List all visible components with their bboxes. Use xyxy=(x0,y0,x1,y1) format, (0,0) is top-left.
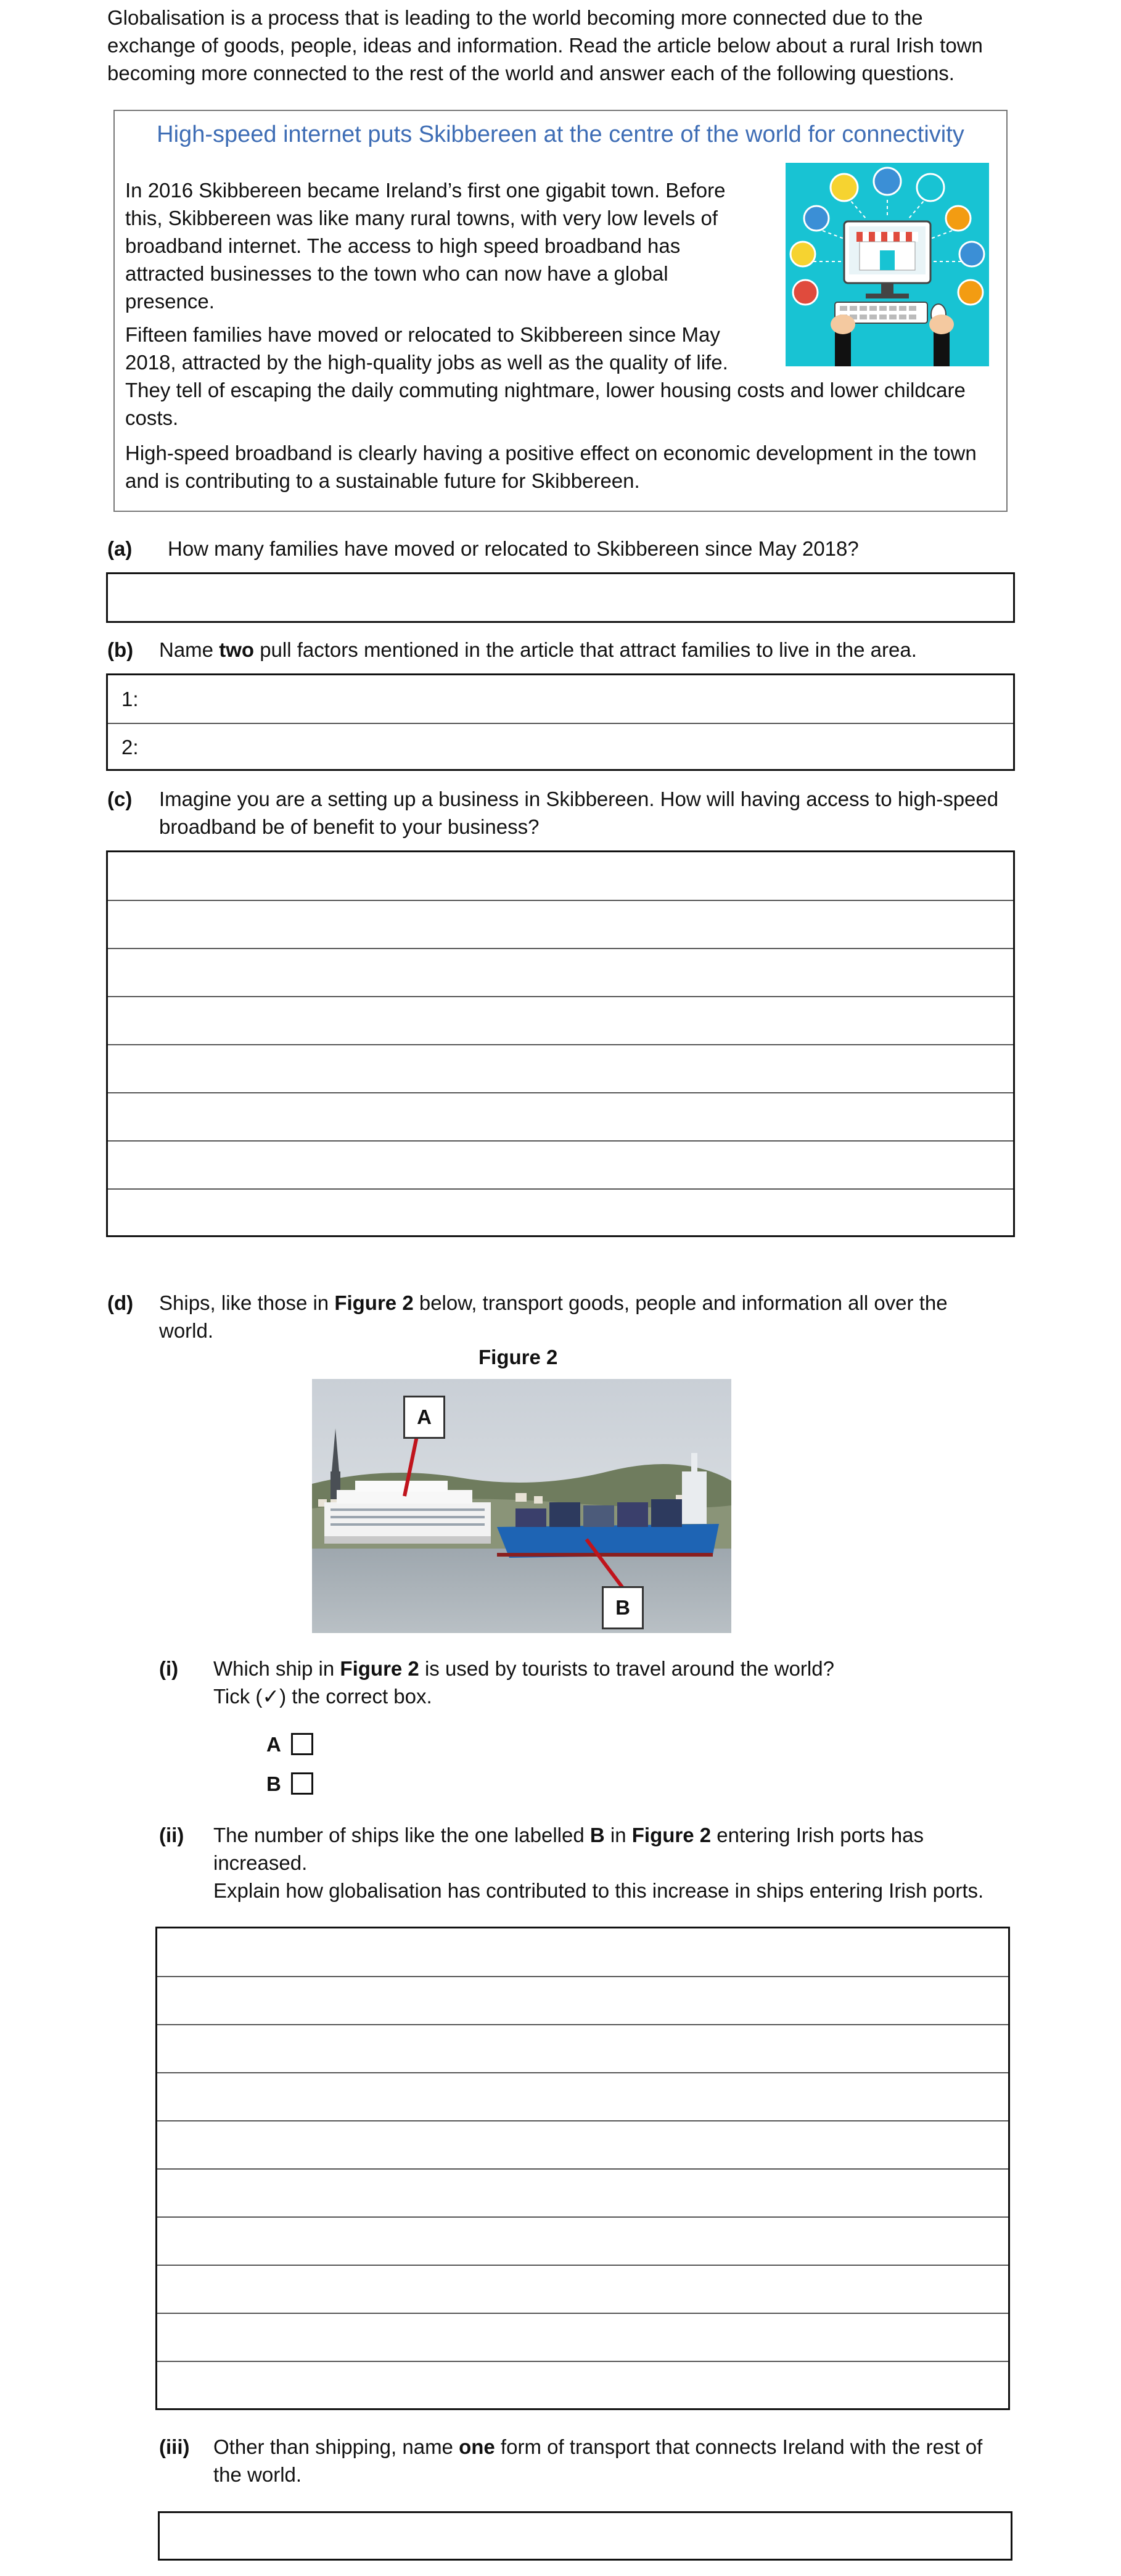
option-a-label: A xyxy=(266,1733,281,1756)
question-d-label: (d) xyxy=(107,1291,134,1314)
option-a-checkbox[interactable] xyxy=(291,1733,313,1755)
article-paragraph-2: Fifteen families have moved or relocated to Skibbereen since May 2018, attracted by the high-quality jobs as well as the quality of life. They tell of escaping the daily commuting nightmare, lower housing costs and lower childcare costs. xyxy=(125,323,966,429)
answer-line xyxy=(108,1044,1013,1045)
question-d-ii-label: (ii) xyxy=(159,1824,184,1846)
answer-line xyxy=(157,2168,1008,2170)
question-a-text: How many families have moved or relocated to Skibbereen since May 2018? xyxy=(168,537,859,560)
question-b-label: (b) xyxy=(107,638,134,661)
answer-box-b[interactable] xyxy=(106,673,1015,771)
figure-marker-b: B xyxy=(602,1586,644,1629)
question-d-i-label: (i) xyxy=(159,1657,179,1680)
question-d-ii-text: The number of ships like the one labelled B in Figure 2 entering Irish ports has increased. Explain how globalisation has contributed to this increase in ships entering Irish ports. xyxy=(213,1824,984,1902)
article-paragraph-3: High-speed broadband is clearly having a positive effect on economic development in the town and is contributing to a sustainable future for Skibbereen. xyxy=(125,442,977,492)
question-d-text: Ships, like those in Figure 2 below, transport goods, people and information all over the world. xyxy=(159,1291,948,1342)
answer-b-row-2-label: 2: xyxy=(121,736,139,759)
answer-line xyxy=(157,2072,1008,2073)
answer-line xyxy=(108,1140,1013,1142)
answer-line xyxy=(157,2313,1008,2314)
answer-line xyxy=(108,900,1013,901)
intro-paragraph: Globalisation is a process that is leading to the world becoming more connected due to the exchange of goods, people, ideas and information. Read the article below about a rural Irish town becoming more connected to the rest of the world and answer each of the following questions. xyxy=(107,6,983,84)
question-a-label: (a) xyxy=(107,537,133,560)
answer-line xyxy=(157,2216,1008,2218)
option-b-label: B xyxy=(266,1772,281,1795)
answer-box-c[interactable] xyxy=(106,850,1015,1237)
answer-line xyxy=(108,996,1013,997)
question-d-i-text: Which ship in Figure 2 is used by tourists to travel around the world? Tick (✓) the correct box. xyxy=(213,1657,834,1708)
option-b-checkbox[interactable] xyxy=(291,1772,313,1795)
article-title: High-speed internet puts Skibbereen at the centre of the world for connectivity xyxy=(157,121,964,147)
figure-2-caption: Figure 2 xyxy=(478,1346,558,1368)
answer-line xyxy=(157,2361,1008,2362)
question-b-text: Name two pull factors mentioned in the article that attract families to live in the area. xyxy=(159,638,917,661)
answer-line xyxy=(157,2024,1008,2025)
answer-line xyxy=(108,1188,1013,1190)
figure-2-ships-photo xyxy=(312,1379,731,1633)
question-c-label: (c) xyxy=(107,788,133,810)
answer-b-row-1-label: 1: xyxy=(121,688,139,710)
article-box xyxy=(113,110,1008,512)
answer-box-d-iii[interactable] xyxy=(158,2511,1012,2561)
answer-line xyxy=(108,948,1013,949)
question-d-iii-text: Other than shipping, name one form of transport that connects Ireland with the rest of the world. xyxy=(213,2435,983,2486)
answer-box-a[interactable] xyxy=(106,572,1015,623)
answer-box-d-ii[interactable] xyxy=(155,1927,1010,2410)
question-d-iii-label: (iii) xyxy=(159,2435,190,2458)
answer-line xyxy=(157,2120,1008,2121)
article-paragraph-1: In 2016 Skibbereen became Ireland’s first one gigabit town. Before this, Skibbereen was like many rural towns, with very low levels of broadband internet. The access to high speed broadband has attracted businesses to the town who can now have a global presence. xyxy=(125,179,726,313)
answer-line xyxy=(108,1092,1013,1093)
answer-line xyxy=(157,2265,1008,2266)
question-c-text: Imagine you are a setting up a business in Skibbereen. How will having access to high-speed broadband be of benefit to your business? xyxy=(159,788,999,838)
answer-b-divider xyxy=(108,723,1013,724)
online-shop-illustration xyxy=(786,163,989,366)
answer-line xyxy=(157,1976,1008,1977)
figure-marker-a: A xyxy=(403,1396,445,1439)
